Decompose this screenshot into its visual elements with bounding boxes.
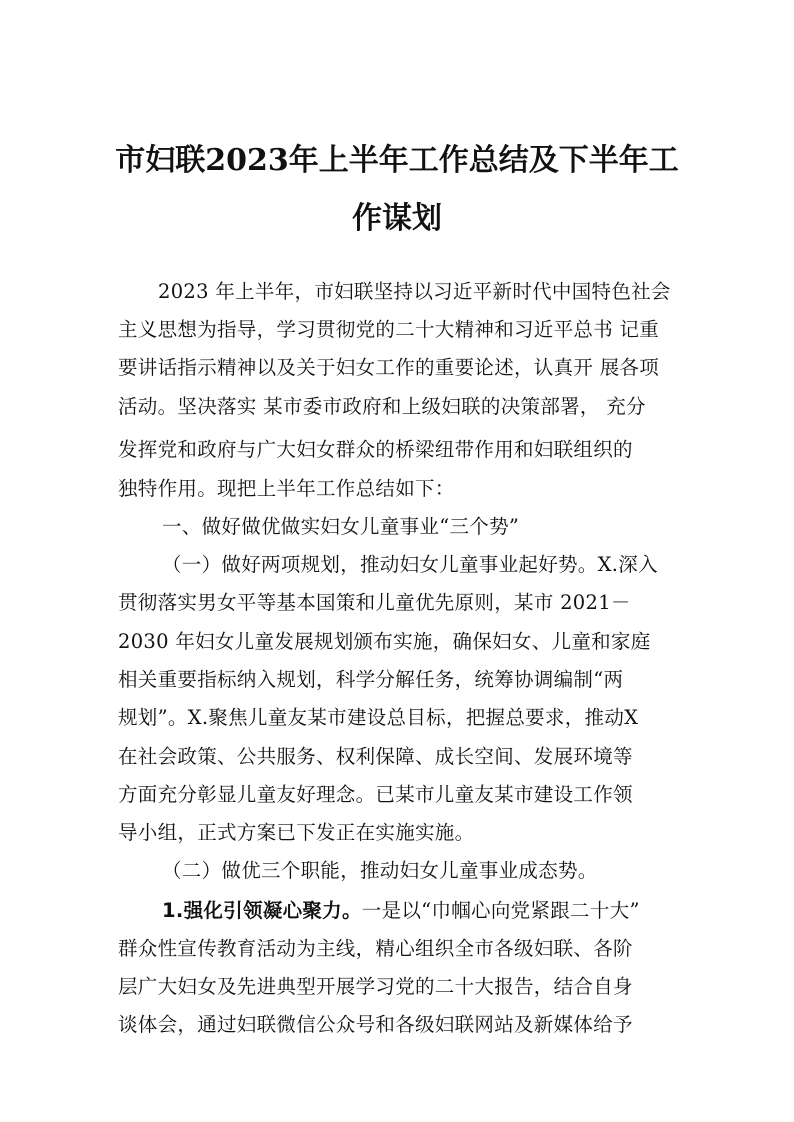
body-line: 导小组，正式方案已下发正在实施实施。 — [118, 821, 475, 844]
body-line: 独特作用。现把上半年工作总结如下： — [118, 477, 455, 500]
body-text-segment-highlight: 某市 — [263, 395, 303, 418]
body-line: 规划”。X.聚焦儿童友某市建设总目标，把握总要求，推动X — [118, 706, 639, 729]
body-line: 2023 年上半年，市妇联坚持以习近平新时代中国特色社会 — [158, 280, 671, 303]
body-line: 2030 年妇女儿童发展规划颁布实施，确保妇女、儿童和家庭 — [118, 630, 651, 653]
body-line: 相关重要指标纳入规划，科学分解任务，统筹协调编制“两 — [118, 668, 624, 691]
item-heading: 1.强化引领凝心聚力。 — [162, 899, 362, 922]
body-line-mixed — [162, 898, 640, 924]
body-line: 在社会政策、公共服务、权利保障、成长空间、发展环境等 — [118, 745, 633, 768]
body-text-segment: 一是以“巾帼心向党紧跟二十大” — [361, 899, 640, 922]
body-text-segment: 活动。坚决落实 — [118, 395, 264, 418]
body-text-segment: 委市政府和上级妇联的决策部署， 充分 — [302, 395, 646, 418]
document-title-line-1: 市妇联2023年上半年工作总结及下半年工 — [115, 143, 679, 178]
body-line: 谈体会，通过妇联微信公众号和各级妇联网站及新媒体给予 — [118, 1013, 633, 1036]
body-line: 群众性宣传教育活动为主线，精心组织全市各级妇联、各阶 — [118, 937, 633, 960]
body-line: 方面充分彰显儿童友好理念。已某市儿童友某市建设工作领 — [118, 783, 633, 806]
section-heading: 一、做好做优做实妇女儿童事业“三个势” — [162, 515, 520, 538]
body-line-mixed — [118, 394, 646, 420]
body-line: 发挥党和政府与广大妇女群众的桥梁纽带作用和妇联组织的 — [118, 438, 633, 461]
body-line: 层广大妇女及先进典型开展学习党的二十大报告，结合自身 — [118, 975, 633, 998]
subsection-heading: （二）做优三个职能，推动妇女儿童事业成态势。 — [162, 859, 598, 882]
subsection-heading: （一）做好两项规划，推动妇女儿童事业起好势。X.深入 — [162, 553, 658, 576]
body-line: 要讲话指示精神以及关于妇女工作的重要论述，认真开 展各项 — [118, 356, 660, 379]
body-line: 主义思想为指导，学习贯彻党的二十大精神和习近平总书 记重 — [118, 318, 660, 341]
body-line: 贯彻落实男女平等基本国策和儿童优先原则，某市 2021－ — [118, 591, 631, 614]
document-title-line-2: 作谋划 — [352, 201, 442, 236]
